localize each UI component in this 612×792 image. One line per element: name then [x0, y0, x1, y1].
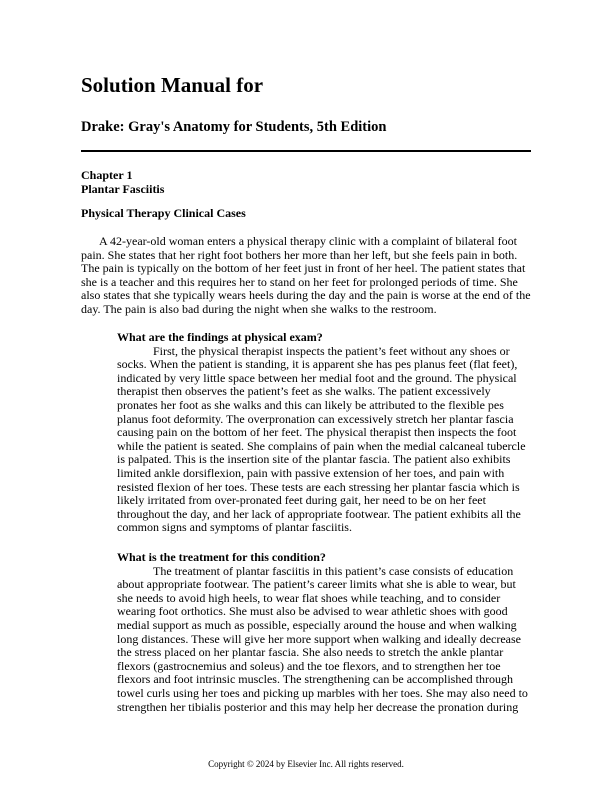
intro-paragraph: A 42-year-old woman enters a physical therapy clinic with a complaint of bilateral foot pain. She states that her right foot bothers her more than her left, but she feels pain in both. The pain is typically on the bottom of her feet just in front of her heel. The patient states that she is a teacher and this requires her to stand on her feet for prolonged periods of time. She also states that she typically wears heels during the day and the pain is worse at the end of the day. The pain is also bad during the night when she walks to the restroom. [81, 234, 531, 316]
copyright-footer: Copyright © 2024 by Elsevier Inc. All rights reserved. [208, 759, 404, 769]
answer-paragraph: First, the physical therapist inspects the patient’s feet without any shoes or socks. When the patient is standing, it is apparent she has pes planus feet (flat feet), indicated by very little space between her medial foot and the ground. The physical therapist then observes the patient’s feet as she walks. The patient excessively pronates her foot as she walks and this can likely be attributed to the flexible pes planus foot deformity. The overpronation can excessively stretch her plantar fascia causing pain on the bottom of her feet. The physical therapist then inspects the foot while the patient is seated. She complains of pain when the medial calcaneal tubercle is palpated. This is the insertion site of the plantar fascia. The patient also exhibits limited ankle dorsiflexion, pain with passive extension of her toes, and pain with resisted flexion of her toes. These tests are each stressing her plantar fascia which is likely irritated from over-pronated feet during gait, her need to be on her feet throughout the day, and her lack of appropriate footwear. The patient exhibits all the common signs and symptoms of plantar fasciitis. [117, 343, 526, 535]
question-block-treatment [117, 551, 531, 714]
answer-paragraph: The treatment of plantar fasciitis in this patient’s case consists of education about appropriate footwear. The patient’s career limits what she is able to wear, but she needs to avoid high heels, to wear flat shoes while teaching, and to consider wearing foot orthotics. She must also be advised to wear athletic shoes with good medial support as much as possible, especially around the house and when walking long distances. These will give her more support when walking and ideally decrease the stress placed on her plantar fascia. She also needs to stretch the ankle plantar flexors (gastrocnemius and soleus) and the toe flexors, and to strengthen her toe flexors and foot intrinsic muscles. The strengthening can be accomplished through towel curls using her toes and picking up marbles with her toes. She may also need to strengthen her tibialis posterior and this may help her decrease the pronation during [117, 563, 528, 714]
question-heading: What is the treatment for this condition? [117, 550, 326, 564]
question-heading: What are the findings at physical exam? [117, 330, 323, 344]
title-divider [81, 150, 531, 152]
question-block-physical-exam [117, 331, 531, 535]
document-subtitle: Drake: Gray's Anatomy for Students, 5th Edition [81, 119, 387, 135]
document-title: Solution Manual for [81, 73, 264, 97]
chapter-title: Plantar Fasciitis [81, 181, 165, 196]
chapter-heading [81, 169, 164, 196]
section-heading: Physical Therapy Clinical Cases [81, 206, 246, 220]
chapter-number: Chapter 1 [81, 168, 133, 182]
